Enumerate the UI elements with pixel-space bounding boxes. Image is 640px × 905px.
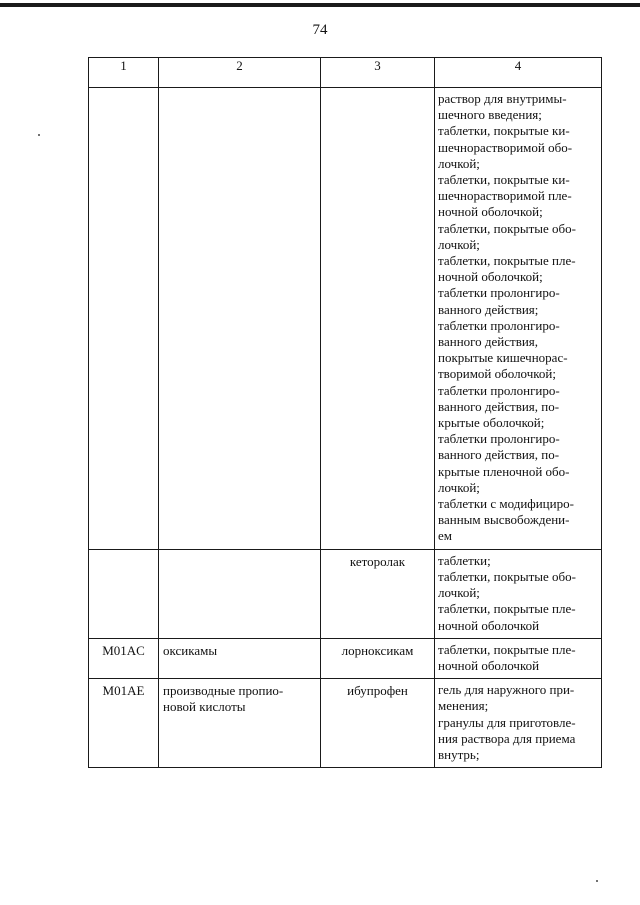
cell-text-line: оксикамы (163, 642, 218, 658)
cell-text-line: таблетки, покрытые ки- (438, 172, 570, 188)
cell-text-line: лочкой; (438, 585, 480, 601)
cell-text-line: ночной оболочкой (438, 657, 540, 673)
cell-text-line: таблетки с модифициро- (438, 496, 574, 512)
cell-text-line: ночной оболочкой; (438, 269, 543, 285)
cell-text-line: ния раствора для приема (438, 730, 576, 746)
cell-text-line: лочкой; (438, 479, 480, 495)
header-col-1: 1 (89, 58, 159, 88)
cell-text-line: менения; (438, 698, 489, 714)
cell-text-line: новой кислоты (163, 698, 246, 714)
scan-speck (596, 880, 598, 882)
header-col-2: 2 (159, 58, 321, 88)
substance-cell (321, 88, 435, 550)
cell-text-line: таблетки, покрытые ки- (438, 123, 570, 139)
cell-text-line: шечнорастворимой пле- (438, 188, 572, 204)
cell-text-line: крытые оболочкой; (438, 415, 545, 431)
cell-text-line: шечного введения; (438, 107, 542, 123)
cell-text-line: таблетки, покрытые пле- (438, 641, 576, 657)
header-row (89, 58, 602, 88)
substance-cell: кеторолак (321, 549, 435, 638)
cell-text-line: шечнорастворимой обо- (438, 139, 573, 155)
top-rule (0, 3, 640, 7)
cell-text-line: ванным высвобождени- (438, 512, 570, 528)
dosage-forms-cell (435, 679, 602, 768)
table-row (89, 638, 602, 678)
dosage-forms-cell (435, 549, 602, 638)
cell-text-line: ночной оболочкой (438, 617, 540, 633)
cell-text-line: ванного действия, (438, 334, 539, 350)
atc-code-cell: M01AE (89, 679, 159, 768)
substance-cell: лорноксикам (321, 638, 435, 678)
cell-text-line: таблетки, покрытые пле- (438, 253, 576, 269)
dosage-forms-cell (435, 638, 602, 678)
atc-code-cell (89, 88, 159, 550)
cell-text-line: производные пропио- (163, 683, 284, 699)
drug-table (88, 57, 602, 768)
cell-text-line: раствор для внутримы- (438, 91, 567, 106)
cell-text-line: ванного действия, по- (438, 447, 560, 463)
cell-text-line: таблетки; (438, 552, 491, 568)
cell-text-line: крытые пленочной обо- (438, 463, 570, 479)
header-col-3: 3 (321, 58, 435, 88)
cell-text-line: лочкой; (438, 236, 480, 252)
table-row (89, 679, 602, 768)
substance-cell: ибупрофен (321, 679, 435, 768)
group-cell (159, 549, 321, 638)
table-row (89, 88, 602, 550)
group-cell (159, 679, 321, 768)
cell-text-line: таблетки пролонгиро- (438, 431, 560, 447)
dosage-forms-cell (435, 88, 602, 550)
cell-text-line: гель для наружного при- (438, 682, 575, 698)
cell-text-line: таблетки, покрытые обо- (438, 220, 576, 236)
group-cell (159, 88, 321, 550)
group-cell (159, 638, 321, 678)
table-row (89, 549, 602, 638)
cell-text-line: гранулы для приготовле- (438, 714, 576, 730)
cell-text-line: ночной оболочкой; (438, 204, 543, 220)
cell-text-line: творимой оболочкой; (438, 366, 556, 382)
cell-text-line: покрытые кишечнорас- (438, 350, 568, 366)
cell-text-line: ем (438, 528, 452, 544)
header-col-4: 4 (435, 58, 602, 88)
cell-text-line: ванного действия, по- (438, 398, 560, 414)
cell-text-line: таблетки пролонгиро- (438, 317, 560, 333)
page-number: 74 (312, 22, 328, 38)
cell-text-line: таблетки, покрытые пле- (438, 601, 576, 617)
scan-speck (38, 134, 40, 136)
atc-code-cell: M01AC (89, 638, 159, 678)
cell-text-line: лочкой; (438, 155, 480, 171)
cell-text-line: таблетки пролонгиро- (438, 285, 560, 301)
cell-text-line: ванного действия; (438, 301, 539, 317)
cell-text-line: таблетки, покрытые обо- (438, 568, 576, 584)
cell-text-line: внутрь; (438, 746, 480, 762)
atc-code-cell (89, 549, 159, 638)
cell-text-line: таблетки пролонгиро- (438, 382, 560, 398)
